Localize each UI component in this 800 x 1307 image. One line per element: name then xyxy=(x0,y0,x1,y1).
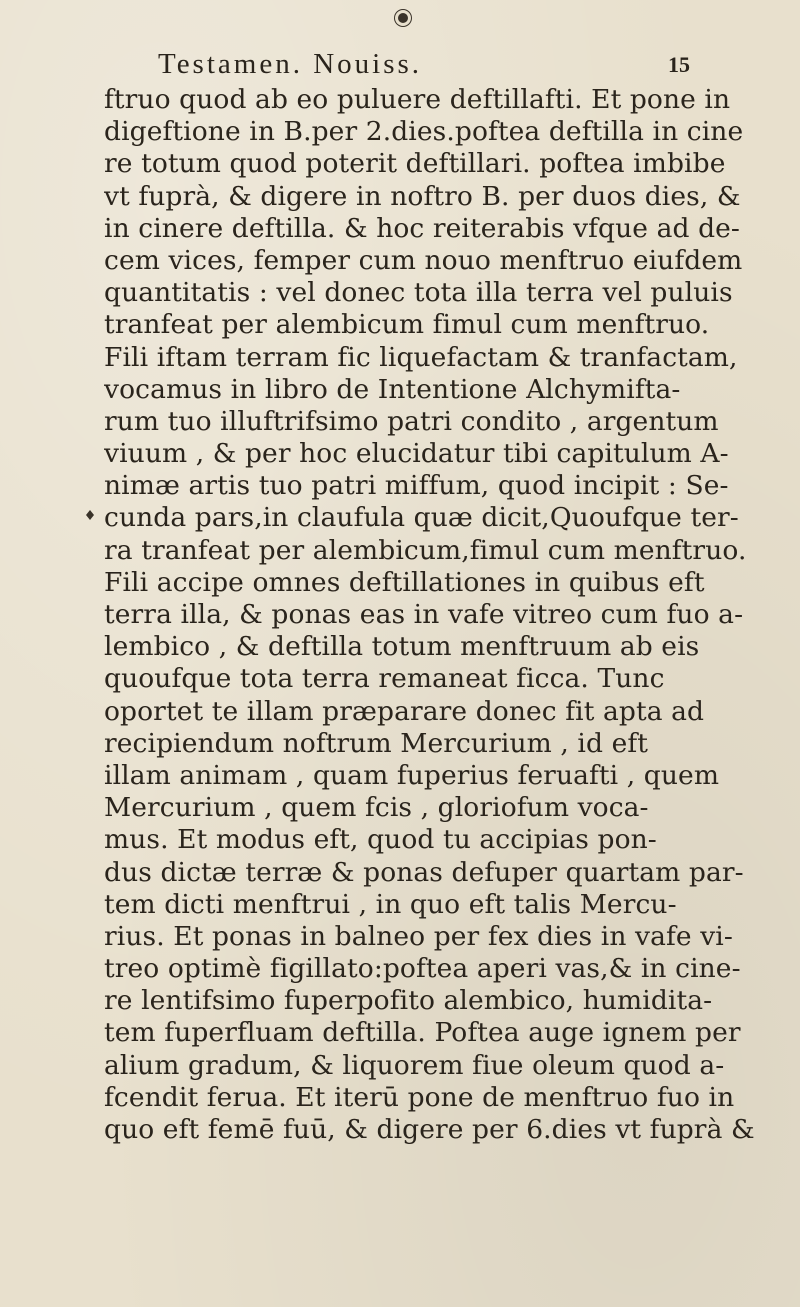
text-line: alium gradum, & liquorem fiue oleum quod a- xyxy=(104,1049,725,1081)
text-line: Fili accipe omnes deftillationes in quibus eft xyxy=(104,566,705,598)
text-line: vt fuprà, & digere in noftro B. per duos dies, & xyxy=(104,180,741,212)
text-line: quantitatis : vel donec tota illa terra vel puluis xyxy=(104,277,733,309)
text-line: ra tranfeat per alembicum,fimul cum menftruo. xyxy=(104,534,747,566)
text-line: recipiendum noftrum Mercurium , id eft xyxy=(104,727,649,759)
running-title: Testamen. Nouiss. xyxy=(158,48,423,80)
text-line: quo eft femē fuū, & digere per 6.dies vt fuprà & xyxy=(104,1114,755,1145)
body-text xyxy=(104,84,784,1146)
text-line: in cinere deftilla. & hoc reiterabis vfque ad de- xyxy=(104,212,740,244)
running-header xyxy=(158,48,718,88)
text-line: treo optimè figillato:poftea aperi vas,& in cine- xyxy=(104,953,741,985)
text-line: Fili iftam terram fic liquefactam & tranfactam, xyxy=(104,341,738,373)
page-number: 15 xyxy=(668,52,690,77)
text-line: quoufque tota terra remaneat ficca. Tunc xyxy=(104,663,665,695)
text-line: tem fuperfluam deftilla. Poftea auge ignem per xyxy=(104,1017,741,1049)
text-line: lembico , & deftilla totum menftruum ab eis xyxy=(104,631,700,663)
text-line: ftruo quod ab eo puluere deftillafti. Et pone in xyxy=(104,84,731,115)
text-line: nimæ artis tuo patri miffum, quod incipit : Se- xyxy=(104,470,729,502)
text-line: re totum quod poterit deftillari. poftea imbibe xyxy=(104,148,726,180)
text-line: rum tuo illuftrifsimo patri condito , argentum xyxy=(104,405,719,437)
text-line: vocamus in libro de Intentione Alchymifta- xyxy=(104,373,681,405)
text-line: illam animam , quam fuperius feruafti , quem xyxy=(104,759,720,791)
text-line: terra illa, & ponas eas in vafe vitreo cum fuo a- xyxy=(104,599,744,630)
text-line: oportet te illam præparare donec fit apta ad xyxy=(104,695,705,727)
text-line: tranfeat per alembicum fimul cum menftruo. xyxy=(104,309,710,341)
text-line: re lentifsimo fuperpofito alembico, humidita- xyxy=(104,985,713,1017)
printer-ornament-icon xyxy=(395,10,411,26)
text-line: viuum , & per hoc elucidatur tibi capitulum A- xyxy=(104,438,729,470)
text-line: mus. Et modus eft, quod tu accipias pon- xyxy=(104,824,657,856)
text-line: fcendit ferua. Et iterū pone de menftruo fuo in xyxy=(104,1081,735,1113)
text-line: tem dicti menftrui , in quo eft talis Mercu- xyxy=(104,888,677,920)
margin-mark-icon xyxy=(86,510,94,520)
text-line: cunda pars,in claufula quæ dicit,Quoufque ter- xyxy=(104,502,739,534)
text-line: cem vices, femper cum nouo menftruo eiufdem xyxy=(104,244,743,276)
text-line: rius. Et ponas in balneo per fex dies in vafe vi- xyxy=(104,920,733,952)
text-line: dus dictæ terræ & ponas defuper quartam par- xyxy=(104,856,744,888)
text-line: Mercurium , quem fcis , gloriofum voca- xyxy=(104,792,649,824)
text-line: digeftione in B.per 2.dies.poftea deftilla in cine xyxy=(104,116,744,148)
